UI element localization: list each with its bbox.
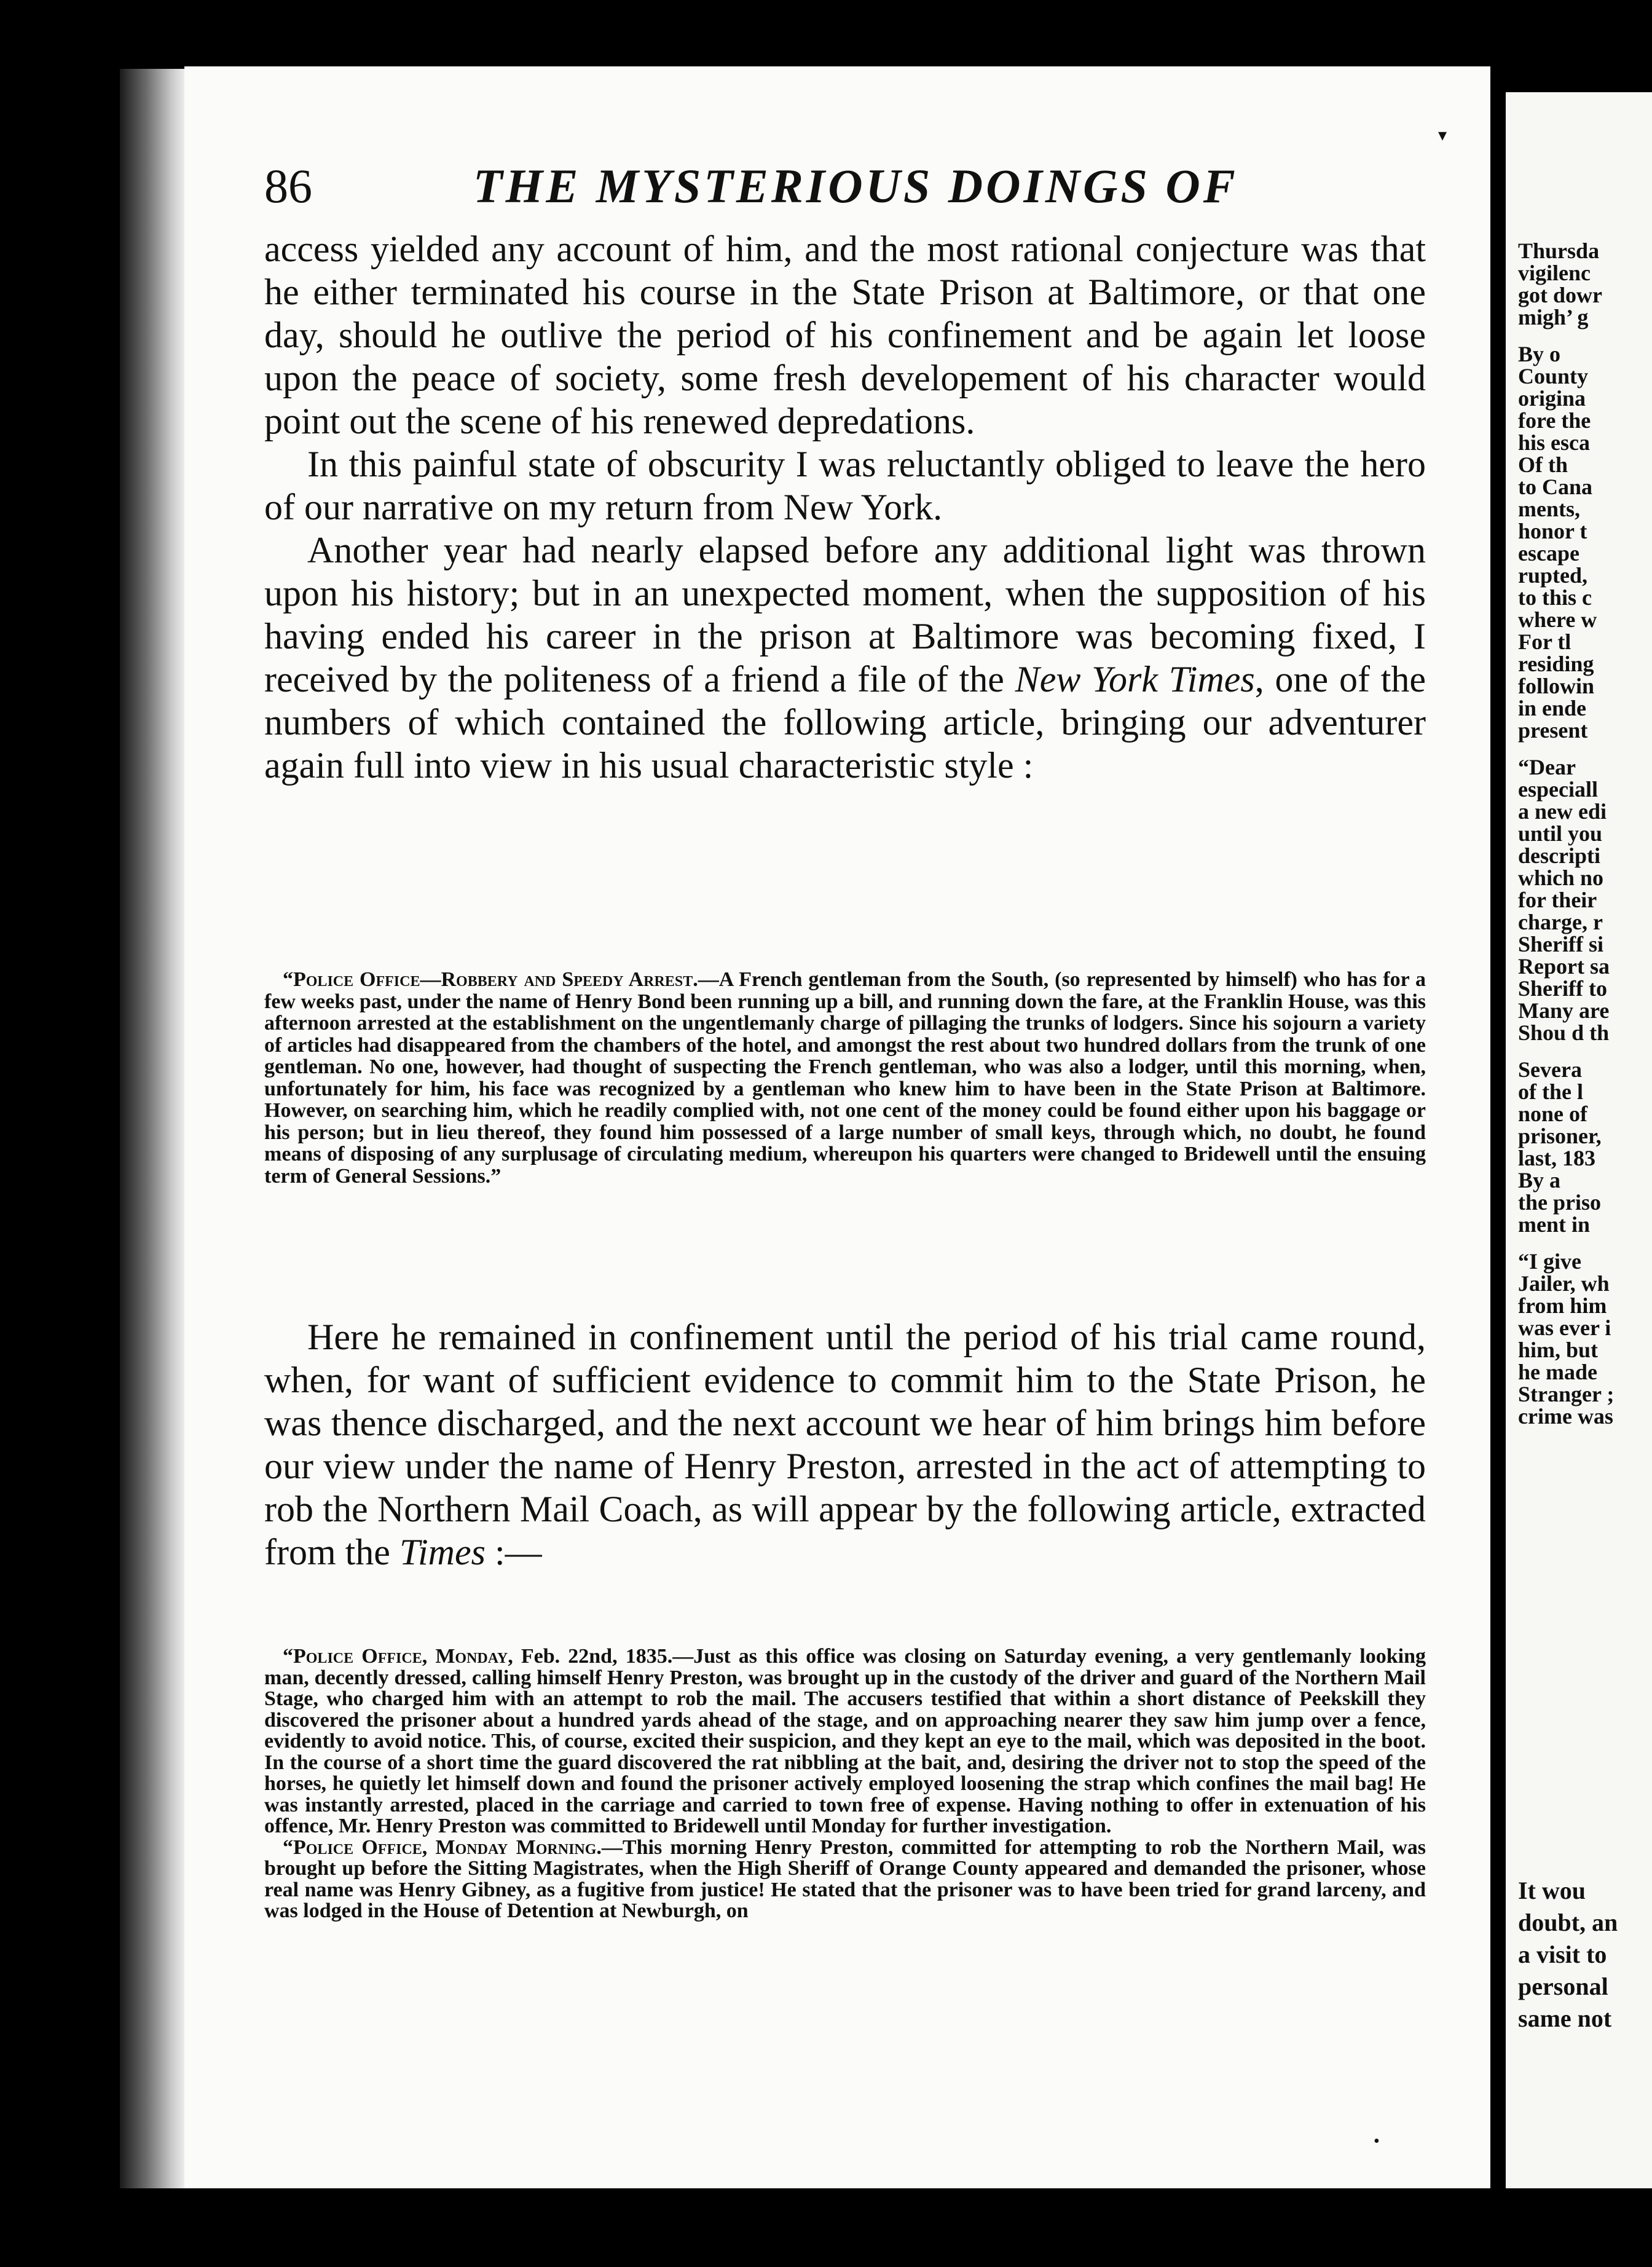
running-title: THE MYSTERIOUS DOINGS OF bbox=[473, 159, 1238, 213]
facing-page-line: Jailer, wh bbox=[1518, 1271, 1610, 1296]
facing-page-line: Of th bbox=[1518, 452, 1568, 477]
facing-page-line: where w bbox=[1518, 607, 1597, 632]
facing-page-line: origina bbox=[1518, 386, 1586, 411]
facing-page-line: Severa bbox=[1518, 1057, 1582, 1082]
paragraph-3 bbox=[264, 529, 1426, 787]
facing-page-line: crime was bbox=[1518, 1404, 1613, 1429]
facing-page-line: Many are bbox=[1518, 998, 1610, 1023]
facing-page-bottom-line: doubt, an bbox=[1518, 1909, 1618, 1936]
newspaper-title-2: Times bbox=[399, 1532, 486, 1572]
facing-page-line: the priso bbox=[1518, 1190, 1601, 1215]
article-3-text: —This morning Henry Preston, committed for attempting to rob the Northern Mail, was brought up before the Sitting Magistrates, when the High Sheriff of Orange County appeared and demanded the prisoner, whose real name was Henry Gibney, as a fugitive from justice! He stated that the prisoner was to have been tried for grand larceny, and was lodged in the House of Detention at Newburgh, on bbox=[264, 1835, 1426, 1922]
paragraph-1: access yielded any account of him, and the most rational conjecture was that he either terminated his course in the State Prison at Baltimore, or that one day, should he outlive the period of his confinement and be again let loose upon the peace of society, some fresh developement of his character would point out the scene of his renewed depredations. bbox=[264, 229, 1426, 441]
facing-page-line: until you bbox=[1518, 821, 1603, 846]
paragraph-4-text: Here he remained in confinement until the period of his trial came round, when, for want of sufficient evidence to commit him to the State Prison, he was thence discharged, and the next account we hear of him brings him before our view under the name of Henry Preston, arrested in the act of attempting to rob the Northern Mail Coach, as will appear by the following article, extracted from the bbox=[264, 1317, 1426, 1572]
page-edge-shadow bbox=[120, 69, 184, 2196]
facing-page-line: vigilenc bbox=[1518, 261, 1591, 285]
facing-page-line: fore the bbox=[1518, 408, 1591, 433]
ink-speck: ▾ bbox=[1438, 126, 1447, 145]
facing-page-line: ments, bbox=[1518, 497, 1580, 521]
facing-page-line: got dowr bbox=[1518, 283, 1602, 307]
facing-page-line: Stranger ; bbox=[1518, 1382, 1615, 1406]
facing-page-line: County bbox=[1518, 364, 1589, 388]
paragraph-2: In this painful state of obscurity I was reluctantly obliged to leave the hero of our narrative on my return from New York. bbox=[264, 444, 1426, 527]
facing-page-line bbox=[1518, 741, 1652, 756]
facing-page-line: none of bbox=[1518, 1102, 1588, 1126]
article-2-text: Feb. 22nd, 1835.—Just as this office was closing on Saturday evening, a very gentlemanly looking man, decently dressed, calling himself Henry Preston, was brought up in the custody of the driver and guard of the Northern Mail Stage, who charged him with an attempt to rob the mail. The accusers testified that within a short distance of Peekskill they discovered the prisoner about a hundred yards ahead of the stage, and on approaching nearer they saw him jump over a fence, evidently to avoid notice. This, of course, excited their suspicion, and they kept an eye to the mail, which was deposited in the boot. In the course of a short time the guard discovered the rat nibbling at the bait, and, desiring the driver not to stop the speed of the horses, he quietly let himself down and found the prisoner actively employed loosening the strap which confines the mail bag! He was instantly arrested, placed in the carriage and carried to town free of expense. Having nothing to offer in extenuation of his offence, Mr. Henry Preston was committed to Bridewell until Monday for further investigation. bbox=[264, 1645, 1426, 1837]
facing-page-bottom-line: a visit to bbox=[1518, 1941, 1607, 1968]
facing-page-line: By o bbox=[1518, 342, 1561, 366]
facing-page-fragment bbox=[1506, 92, 1652, 2194]
quoted-article-1 bbox=[264, 969, 1426, 1187]
paragraph-3-end: , one of the numbers of which contained the following article, bringing our adventurer again full into view in his usual characteristic style : bbox=[264, 659, 1426, 786]
text-block-1 bbox=[264, 227, 1426, 787]
article-2 bbox=[264, 1646, 1426, 1837]
facing-page-line: which no bbox=[1518, 865, 1604, 890]
facing-page-line: to this c bbox=[1518, 585, 1592, 610]
facing-page-line: especiall bbox=[1518, 777, 1598, 802]
facing-page-bottom-line: same not bbox=[1518, 2005, 1612, 2032]
facing-page-line: in ende bbox=[1518, 696, 1587, 720]
book-page bbox=[184, 66, 1490, 2199]
facing-page-line: his esca bbox=[1518, 430, 1590, 455]
facing-page-line: escape bbox=[1518, 541, 1579, 566]
article-1-text: —A French gentleman from the South, (so represented by himself) who has for a few weeks past, under the name of Henry Bond been running up a bill, and running down the fare, at the Franklin House, was this afternoon arrested at the establishment on the ungentlemanly charge of pillaging the trunks of lodgers. Since his sojourn a variety of articles had disappeared from the chambers of the hotel, and amongst the rest about two hundred dollars from the trunk of one gentleman. No one, however, had thought of suspecting the French gentleman, who was also a lodger, until this morning, when, unfortunately for him, his face was recognized by a gentleman who knew him to have been in the State Prison at Baltimore. However, on searching him, which he readily complied with, not one cent of the money could be found either upon his baggage or his person; but in lieu thereof, they found him possessed of a large number of small keys, through which, no doubt, he found means of disposing of any surplusage of circulating medium, whereupon his quarters were changed to Bridewell until the ensuing term of General Sessions.” bbox=[264, 968, 1426, 1188]
page-header bbox=[264, 159, 1429, 226]
quoted-articles-2 bbox=[264, 1646, 1426, 1922]
facing-page-line: Sheriff to bbox=[1518, 976, 1607, 1001]
facing-page-line: descripti bbox=[1518, 843, 1600, 868]
facing-page-line: For tl bbox=[1518, 629, 1571, 654]
ink-speck-2: • bbox=[1374, 2132, 1380, 2151]
facing-page-bottom-line: personal bbox=[1518, 1973, 1608, 2000]
article-2-heading: “Police Office, Monday, bbox=[283, 1645, 513, 1668]
article-1 bbox=[264, 969, 1426, 1187]
facing-page-line: ment in bbox=[1518, 1212, 1590, 1237]
facing-page-line: for their bbox=[1518, 888, 1597, 912]
facing-page-line: migh’ g bbox=[1518, 305, 1589, 329]
article-3 bbox=[264, 1837, 1426, 1922]
facing-page-bottom-lines bbox=[1518, 1875, 1652, 2035]
facing-page-line: Thursda bbox=[1518, 239, 1600, 263]
facing-page-line: present bbox=[1518, 718, 1588, 743]
facing-page-line: last, 183 bbox=[1518, 1146, 1595, 1170]
facing-page-line: prisoner, bbox=[1518, 1124, 1602, 1148]
facing-page-line: “I give bbox=[1518, 1249, 1581, 1274]
facing-page-line bbox=[1518, 1044, 1652, 1059]
facing-page-line: was ever i bbox=[1518, 1315, 1611, 1340]
film-border-top bbox=[0, 0, 1652, 61]
facing-page-line: “Dear bbox=[1518, 755, 1576, 779]
paragraph-3-text: Another year had nearly elapsed before any additional light was thrown upon his history; but in an unexpected moment, when the supposition of his having ended his career in the prison at Baltimore was becoming fixed, I received by the politeness of a friend a file of the bbox=[264, 530, 1426, 700]
paragraph-4 bbox=[264, 1315, 1426, 1574]
facing-page-line: Sheriff si bbox=[1518, 932, 1603, 956]
facing-page-line: By a bbox=[1518, 1168, 1561, 1193]
facing-page-line: he made bbox=[1518, 1360, 1597, 1384]
facing-page-line: followin bbox=[1518, 674, 1595, 698]
facing-page-line: of the l bbox=[1518, 1079, 1583, 1104]
facing-page-line bbox=[1518, 328, 1652, 343]
page-number: 86 bbox=[264, 159, 312, 213]
facing-page-line: to Cana bbox=[1518, 475, 1593, 499]
article-3-heading: “Police Office, Monday Morning. bbox=[283, 1835, 602, 1859]
article-1-heading: “Police Office—Robbery and Speedy Arrest. bbox=[283, 968, 698, 991]
text-block-2 bbox=[264, 1315, 1426, 1574]
film-border-bottom bbox=[0, 2188, 1652, 2267]
facing-page-lines bbox=[1518, 240, 1652, 1427]
facing-page-line: residing bbox=[1518, 652, 1594, 676]
facing-page-line: from him bbox=[1518, 1293, 1607, 1318]
facing-page-line: charge, r bbox=[1518, 910, 1603, 934]
facing-page-line bbox=[1518, 1236, 1652, 1250]
facing-page-line: him, but bbox=[1518, 1338, 1599, 1362]
facing-page-line: Shou d th bbox=[1518, 1020, 1610, 1045]
paragraph-4-end: :— bbox=[485, 1532, 542, 1572]
page-gutter bbox=[1490, 61, 1506, 2194]
facing-page-line: rupted, bbox=[1518, 563, 1588, 588]
facing-page-line: honor t bbox=[1518, 519, 1587, 543]
facing-page-line: Report sa bbox=[1518, 954, 1610, 979]
facing-page-bottom-line: It wou bbox=[1518, 1877, 1586, 1904]
facing-page-line: a new edi bbox=[1518, 799, 1607, 824]
newspaper-title: New York Times bbox=[1015, 659, 1255, 700]
